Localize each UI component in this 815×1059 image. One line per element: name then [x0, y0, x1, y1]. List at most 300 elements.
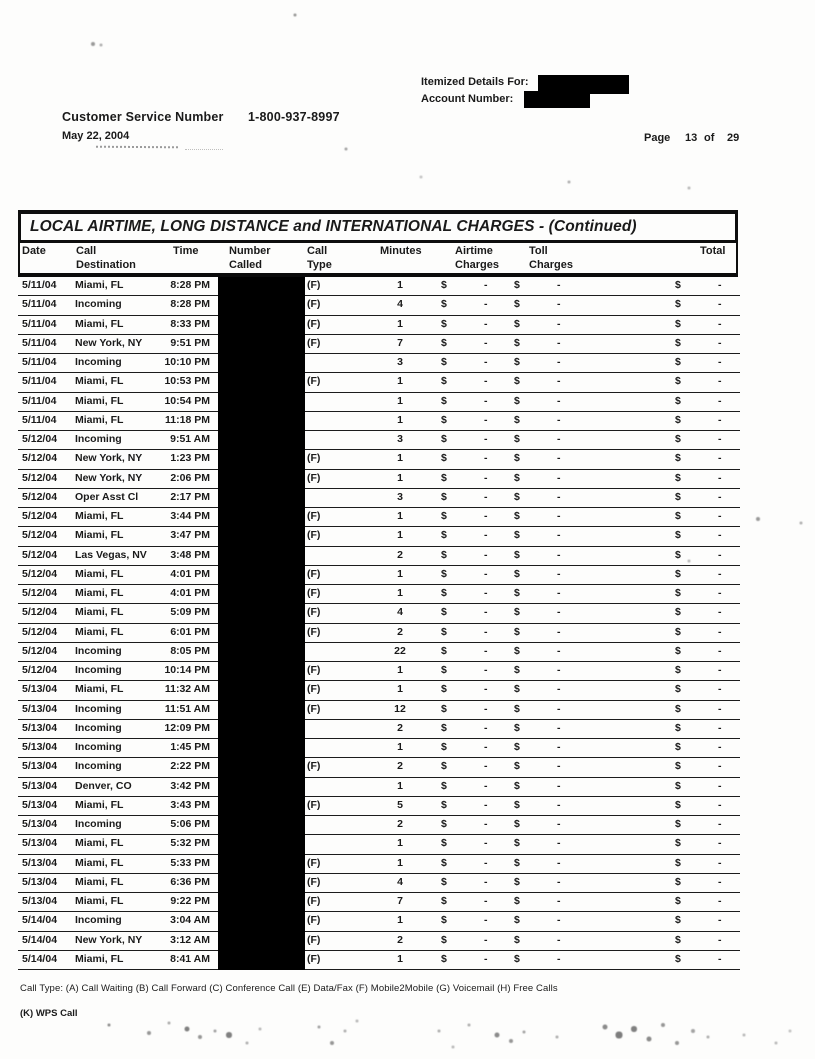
toll-amount-cell: -: [557, 779, 561, 792]
toll-amount-cell: -: [557, 741, 561, 753]
call-type-cell: (F): [307, 452, 321, 465]
toll-amount-cell: -: [557, 683, 561, 696]
total-currency-cell: $: [675, 490, 681, 503]
col-header-time: [173, 245, 198, 259]
total-amount-cell: -: [718, 490, 722, 503]
airtime-currency-cell: $: [441, 741, 447, 753]
call-time-cell: 2:06 PM: [170, 471, 210, 484]
airtime-currency-cell: $: [441, 760, 447, 773]
toll-amount-cell: -: [557, 721, 561, 734]
statement-date: May 22, 2004: [62, 130, 130, 142]
toll-amount-cell: -: [557, 875, 561, 888]
airtime-amount-cell: -: [484, 837, 488, 850]
total-amount-cell: -: [718, 914, 722, 927]
total-currency-cell: $: [675, 818, 681, 830]
call-date-cell: 5/11/04: [22, 356, 57, 368]
call-type-cell: (F): [307, 317, 321, 330]
call-time-cell: 5:32 PM: [170, 837, 210, 850]
total-amount-cell: -: [718, 298, 722, 311]
call-date-cell: 5/14/04: [22, 933, 58, 946]
total-currency-cell: $: [675, 837, 681, 850]
call-destination-cell: Miami, FL: [75, 895, 124, 907]
airtime-currency-cell: $: [441, 702, 447, 715]
call-date-cell: 5/13/04: [22, 837, 58, 850]
airtime-currency-cell: $: [441, 952, 447, 965]
total-currency-cell: $: [675, 587, 681, 599]
total-amount-cell: -: [718, 933, 722, 946]
airtime-currency-cell: $: [441, 587, 447, 599]
toll-amount-cell: -: [557, 529, 561, 542]
call-minutes-cell: 7: [397, 336, 403, 349]
toll-amount-cell: -: [557, 471, 561, 484]
call-destination-cell: New York, NY: [75, 452, 143, 465]
airtime-currency-cell: $: [441, 779, 447, 792]
total-amount-cell: -: [718, 452, 722, 465]
airtime-currency-cell: $: [441, 664, 447, 676]
total-amount-cell: -: [718, 702, 722, 715]
call-date-cell: 5/12/04: [22, 510, 58, 522]
call-time-cell: 8:05 PM: [170, 644, 210, 657]
airtime-amount-cell: -: [484, 721, 488, 734]
call-time-cell: 3:12 AM: [170, 933, 210, 946]
call-destination-cell: Miami, FL: [75, 587, 124, 599]
toll-currency-cell: $: [514, 895, 520, 907]
total-amount-cell: -: [718, 644, 722, 657]
total-amount-cell: -: [718, 317, 722, 330]
call-minutes-cell: 2: [397, 548, 403, 561]
airtime-amount-cell: -: [484, 510, 488, 522]
toll-amount-cell: -: [557, 895, 561, 907]
call-destination-cell: Miami, FL: [75, 510, 124, 522]
call-type-cell: (F): [307, 298, 321, 311]
toll-currency-cell: $: [514, 914, 520, 927]
total-currency-cell: $: [675, 567, 681, 580]
call-type-cell: (F): [307, 375, 321, 388]
airtime-amount-cell: -: [484, 683, 488, 696]
col-header-line: Toll: [529, 245, 548, 257]
call-time-cell: 1:45 PM: [170, 741, 210, 753]
airtime-amount-cell: -: [484, 798, 488, 811]
call-type-cell: (F): [307, 664, 321, 676]
airtime-currency-cell: $: [441, 356, 447, 368]
call-minutes-cell: 4: [397, 298, 403, 311]
call-minutes-cell: 1: [397, 741, 403, 753]
call-destination-cell: Oper Asst Cl: [75, 490, 139, 503]
customer-service-label: Customer Service Number: [62, 110, 224, 124]
call-time-cell: 5:33 PM: [170, 856, 210, 869]
total-currency-cell: $: [675, 856, 681, 869]
airtime-currency-cell: $: [441, 933, 447, 946]
toll-amount-cell: -: [557, 606, 561, 619]
wps-note: (K) WPS Call: [20, 1008, 78, 1019]
call-minutes-cell: 4: [397, 875, 403, 888]
call-destination-cell: Miami, FL: [75, 375, 124, 388]
col-header-line: Charges: [529, 258, 574, 271]
toll-currency-cell: $: [514, 529, 520, 542]
call-row: [18, 624, 740, 643]
call-row: [18, 470, 740, 489]
col-header-call-destination: [76, 245, 136, 272]
charges-table: [18, 210, 738, 965]
call-row: [18, 720, 740, 739]
toll-amount-cell: -: [557, 914, 561, 927]
call-destination-cell: Miami, FL: [75, 875, 124, 888]
call-time-cell: 1:23 PM: [170, 452, 210, 465]
call-row: [18, 354, 740, 373]
call-type-cell: (F): [307, 760, 321, 773]
call-time-cell: 4:01 PM: [170, 567, 210, 580]
airtime-currency-cell: $: [441, 837, 447, 850]
call-row: [18, 316, 740, 335]
call-date-cell: 5/13/04: [22, 818, 58, 830]
airtime-amount-cell: -: [484, 298, 488, 311]
airtime-currency-cell: $: [441, 644, 447, 657]
call-minutes-cell: 1: [397, 279, 403, 291]
toll-amount-cell: -: [557, 837, 561, 850]
call-date-cell: 5/13/04: [22, 875, 58, 888]
call-row: [18, 604, 740, 623]
toll-currency-cell: $: [514, 433, 520, 445]
col-header-line: Type: [307, 258, 332, 271]
toll-currency-cell: $: [514, 298, 520, 311]
total-currency-cell: $: [675, 933, 681, 946]
total-currency-cell: $: [675, 394, 681, 407]
call-time-cell: 10:53 PM: [164, 375, 210, 388]
call-date-cell: 5/12/04: [22, 548, 58, 561]
call-destination-cell: Miami, FL: [75, 413, 124, 426]
table-title-box: [18, 210, 738, 243]
table-title: LOCAL AIRTIME, LONG DISTANCE and INTERNATIONAL CHARGES - (Continued): [30, 218, 637, 235]
call-destination-cell: Incoming: [75, 702, 122, 715]
airtime-amount-cell: -: [484, 433, 488, 445]
toll-currency-cell: $: [514, 356, 520, 368]
call-row: [18, 335, 740, 354]
airtime-currency-cell: $: [441, 606, 447, 619]
total-amount-cell: -: [718, 606, 722, 619]
call-date-cell: 5/12/04: [22, 471, 58, 484]
call-type-cell: (F): [307, 895, 321, 907]
toll-currency-cell: $: [514, 933, 520, 946]
col-header-call-type: [307, 245, 332, 272]
col-header-line: Call: [307, 245, 328, 257]
toll-amount-cell: -: [557, 702, 561, 715]
call-date-cell: 5/12/04: [22, 490, 58, 503]
airtime-currency-cell: $: [441, 548, 447, 561]
total-amount-cell: -: [718, 952, 722, 965]
toll-amount-cell: -: [557, 933, 561, 946]
toll-amount-cell: -: [557, 490, 561, 503]
call-row: [18, 758, 740, 777]
call-date-cell: 5/13/04: [22, 779, 58, 792]
call-minutes-cell: 7: [397, 895, 403, 907]
toll-currency-cell: $: [514, 818, 520, 830]
toll-currency-cell: $: [514, 317, 520, 330]
call-date-cell: 5/11/04: [22, 394, 57, 407]
total-currency-cell: $: [675, 529, 681, 542]
page-current: 13: [685, 132, 698, 144]
airtime-amount-cell: -: [484, 895, 488, 907]
total-amount-cell: -: [718, 375, 722, 388]
total-amount-cell: -: [718, 683, 722, 696]
airtime-amount-cell: -: [484, 644, 488, 657]
call-date-cell: 5/12/04: [22, 644, 58, 657]
call-minutes-cell: 1: [397, 317, 403, 330]
toll-amount-cell: -: [557, 760, 561, 773]
airtime-currency-cell: $: [441, 298, 447, 311]
total-currency-cell: $: [675, 279, 681, 291]
airtime-amount-cell: -: [484, 856, 488, 869]
call-date-cell: 5/13/04: [22, 741, 58, 753]
call-minutes-cell: 22: [394, 644, 406, 657]
call-time-cell: 12:09 PM: [164, 721, 210, 734]
call-time-cell: 9:51 PM: [170, 336, 210, 349]
toll-currency-cell: $: [514, 394, 520, 407]
call-time-cell: 6:01 PM: [170, 625, 210, 638]
airtime-currency-cell: $: [441, 895, 447, 907]
total-amount-cell: -: [718, 837, 722, 850]
toll-amount-cell: -: [557, 356, 561, 368]
total-currency-cell: $: [675, 317, 681, 330]
total-currency-cell: $: [675, 702, 681, 715]
toll-amount-cell: -: [557, 510, 561, 522]
call-type-cell: (F): [307, 702, 321, 715]
airtime-amount-cell: -: [484, 529, 488, 542]
total-amount-cell: -: [718, 336, 722, 349]
airtime-amount-cell: -: [484, 606, 488, 619]
airtime-currency-cell: $: [441, 510, 447, 522]
total-currency-cell: $: [675, 433, 681, 445]
call-date-cell: 5/13/04: [22, 856, 58, 869]
call-date-cell: 5/11/04: [22, 298, 57, 311]
call-type-cell: (F): [307, 529, 321, 542]
call-date-cell: 5/14/04: [22, 952, 58, 965]
col-header-line: Time: [173, 245, 199, 257]
call-type-cell: (F): [307, 625, 321, 638]
call-type-cell: (F): [307, 914, 321, 927]
airtime-amount-cell: -: [484, 818, 488, 830]
call-time-cell: 6:36 PM: [170, 875, 210, 888]
toll-currency-cell: $: [514, 760, 520, 773]
total-amount-cell: -: [718, 567, 722, 580]
total-amount-cell: -: [718, 587, 722, 599]
toll-amount-cell: -: [557, 664, 561, 676]
toll-amount-cell: -: [557, 548, 561, 561]
total-currency-cell: $: [675, 760, 681, 773]
total-amount-cell: -: [718, 433, 722, 445]
toll-currency-cell: $: [514, 625, 520, 638]
call-minutes-cell: 1: [397, 375, 403, 388]
call-time-cell: 2:17 PM: [170, 490, 210, 503]
call-destination-cell: Incoming: [75, 298, 122, 311]
col-header-line: Total: [700, 245, 726, 257]
call-type-cell: (F): [307, 510, 321, 522]
call-destination-cell: Miami, FL: [75, 837, 124, 850]
itemized-details-label: Itemized Details For:: [421, 76, 529, 88]
toll-amount-cell: -: [557, 798, 561, 811]
call-minutes-cell: 1: [397, 567, 403, 580]
col-header-toll-charges: [529, 245, 573, 272]
call-destination-cell: Miami, FL: [75, 567, 124, 580]
airtime-amount-cell: -: [484, 625, 488, 638]
toll-amount-cell: -: [557, 375, 561, 388]
toll-currency-cell: $: [514, 452, 520, 465]
call-type-cell: (F): [307, 587, 321, 599]
total-currency-cell: $: [675, 336, 681, 349]
call-date-cell: 5/13/04: [22, 683, 58, 696]
call-type-cell: (F): [307, 606, 321, 619]
airtime-amount-cell: -: [484, 490, 488, 503]
call-minutes-cell: 1: [397, 471, 403, 484]
call-row: [18, 662, 740, 681]
call-time-cell: 8:33 PM: [170, 317, 210, 330]
toll-currency-cell: $: [514, 683, 520, 696]
call-row: [18, 643, 740, 662]
total-currency-cell: $: [675, 664, 681, 676]
call-row: [18, 951, 740, 970]
call-row: [18, 277, 740, 296]
col-header-minutes: [380, 245, 422, 259]
call-minutes-cell: 12: [394, 702, 406, 715]
airtime-amount-cell: -: [484, 779, 488, 792]
total-currency-cell: $: [675, 606, 681, 619]
call-minutes-cell: 1: [397, 664, 403, 676]
call-destination-cell: Miami, FL: [75, 317, 124, 330]
airtime-amount-cell: -: [484, 702, 488, 715]
airtime-currency-cell: $: [441, 336, 447, 349]
call-date-cell: 5/11/04: [22, 375, 57, 388]
call-date-cell: 5/12/04: [22, 664, 58, 676]
col-header-airtime-charges: [455, 245, 499, 272]
call-time-cell: 3:04 AM: [170, 914, 210, 927]
call-destination-cell: Incoming: [75, 664, 122, 676]
toll-amount-cell: -: [557, 952, 561, 965]
call-row: [18, 547, 740, 566]
call-minutes-cell: 2: [397, 721, 403, 734]
page-label: Page: [644, 132, 671, 144]
total-amount-cell: -: [718, 760, 722, 773]
call-time-cell: 3:47 PM: [170, 529, 210, 542]
call-destination-cell: Incoming: [75, 433, 122, 445]
call-row: [18, 527, 740, 546]
toll-currency-cell: $: [514, 279, 520, 291]
toll-currency-cell: $: [514, 875, 520, 888]
call-minutes-cell: 1: [397, 952, 403, 965]
call-type-cell: (F): [307, 567, 321, 580]
call-minutes-cell: 1: [397, 914, 403, 927]
customer-service-number: 1-800-937-8997: [248, 110, 340, 124]
call-minutes-cell: 2: [397, 818, 403, 830]
call-minutes-cell: 2: [397, 760, 403, 773]
call-type-cell: (F): [307, 336, 321, 349]
call-date-cell: 5/11/04: [22, 413, 57, 426]
number-called-redaction-bar: [218, 277, 305, 970]
call-destination-cell: Miami, FL: [75, 279, 124, 291]
total-currency-cell: $: [675, 779, 681, 792]
total-currency-cell: $: [675, 683, 681, 696]
call-date-cell: 5/13/04: [22, 721, 58, 734]
call-destination-cell: Incoming: [75, 356, 122, 368]
total-currency-cell: $: [675, 471, 681, 484]
col-header-total: [700, 245, 725, 259]
call-destination-cell: Miami, FL: [75, 529, 124, 542]
toll-amount-cell: -: [557, 317, 561, 330]
call-minutes-cell: 1: [397, 683, 403, 696]
call-minutes-cell: 4: [397, 606, 403, 619]
call-row: [18, 450, 740, 469]
call-date-cell: 5/12/04: [22, 625, 58, 638]
total-amount-cell: -: [718, 798, 722, 811]
total-currency-cell: $: [675, 952, 681, 965]
account-number-label: Account Number:: [421, 93, 514, 105]
airtime-currency-cell: $: [441, 433, 447, 445]
airtime-amount-cell: -: [484, 548, 488, 561]
toll-currency-cell: $: [514, 779, 520, 792]
total-amount-cell: -: [718, 471, 722, 484]
call-row: [18, 681, 740, 700]
total-currency-cell: $: [675, 510, 681, 522]
call-row: [18, 778, 740, 797]
call-date-cell: 5/14/04: [22, 914, 58, 927]
airtime-currency-cell: $: [441, 721, 447, 734]
call-row: [18, 932, 740, 951]
table-body: [18, 277, 740, 970]
toll-amount-cell: -: [557, 856, 561, 869]
call-row: [18, 373, 740, 392]
airtime-amount-cell: -: [484, 933, 488, 946]
airtime-currency-cell: $: [441, 856, 447, 869]
call-date-cell: 5/12/04: [22, 529, 58, 542]
call-row: [18, 874, 740, 893]
toll-currency-cell: $: [514, 548, 520, 561]
toll-amount-cell: -: [557, 394, 561, 407]
call-row: [18, 566, 740, 585]
call-time-cell: 3:48 PM: [170, 548, 210, 561]
table-header-row: [18, 243, 738, 277]
page-of-label: of: [704, 132, 715, 144]
call-minutes-cell: 3: [397, 433, 403, 445]
call-type-cell: (F): [307, 279, 321, 291]
call-type-cell: (F): [307, 798, 321, 811]
call-time-cell: 11:18 PM: [165, 413, 210, 426]
total-amount-cell: -: [718, 529, 722, 542]
call-date-cell: 5/11/04: [22, 336, 57, 349]
call-destination-cell: New York, NY: [75, 471, 143, 484]
call-time-cell: 11:51 AM: [164, 702, 210, 715]
toll-currency-cell: $: [514, 490, 520, 503]
call-date-cell: 5/12/04: [22, 452, 58, 465]
call-destination-cell: Incoming: [75, 644, 122, 657]
toll-amount-cell: -: [557, 452, 561, 465]
call-type-cell: (F): [307, 952, 321, 965]
total-amount-cell: -: [718, 279, 722, 291]
call-time-cell: 9:22 PM: [170, 895, 210, 907]
call-date-cell: 5/13/04: [22, 702, 58, 715]
airtime-amount-cell: -: [484, 952, 488, 965]
toll-currency-cell: $: [514, 952, 520, 965]
total-amount-cell: -: [718, 895, 722, 907]
call-time-cell: 5:06 PM: [170, 818, 210, 830]
call-date-cell: 5/12/04: [22, 433, 58, 445]
account-number-redaction-bar: [524, 91, 590, 108]
airtime-currency-cell: $: [441, 683, 447, 696]
total-amount-cell: -: [718, 664, 722, 676]
airtime-currency-cell: $: [441, 375, 447, 388]
toll-amount-cell: -: [557, 298, 561, 311]
toll-currency-cell: $: [514, 606, 520, 619]
call-date-cell: 5/11/04: [22, 317, 57, 330]
call-type-legend: Call Type: (A) Call Waiting (B) Call Forward (C) Conference Call (E) Data/Fax (F) Mobile2Mobile (G) Voicemail (H) Free Calls: [20, 983, 558, 994]
airtime-currency-cell: $: [441, 317, 447, 330]
